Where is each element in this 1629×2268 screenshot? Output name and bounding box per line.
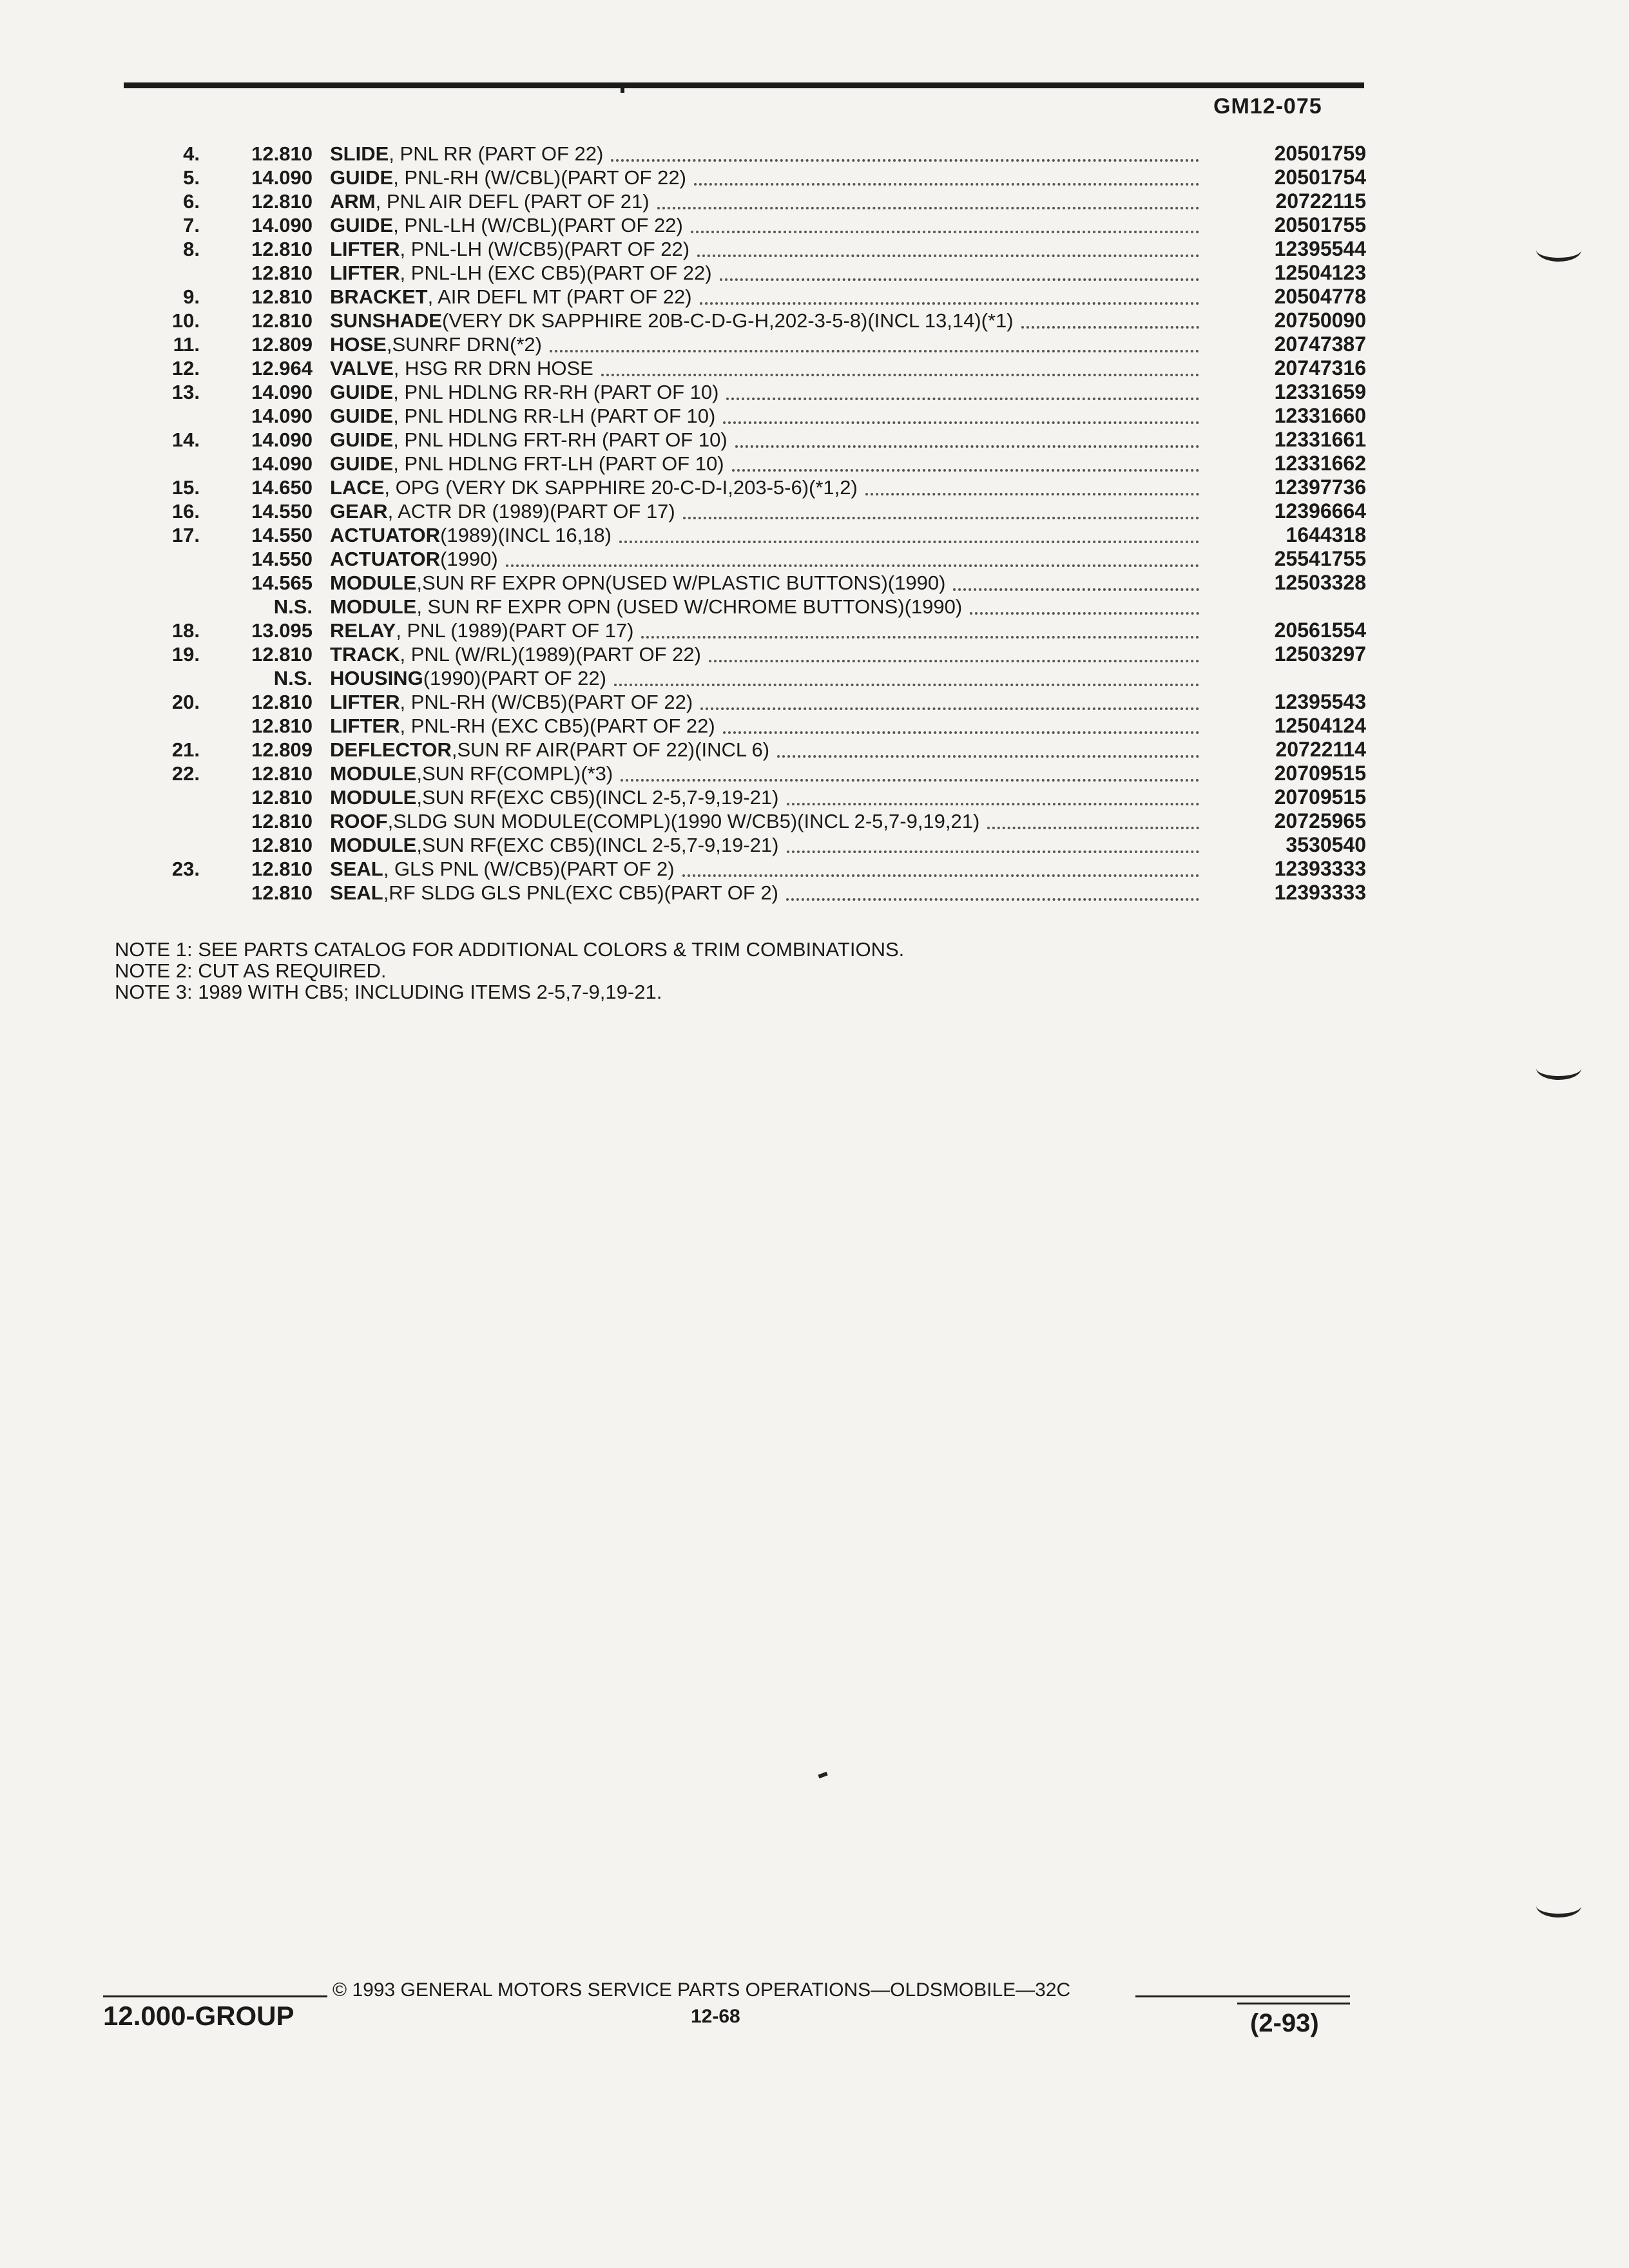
part-number: 12331660 [1274,404,1366,427]
part-number: 20722114 [1275,738,1366,761]
item-number: 23. [171,858,200,880]
part-row [103,762,1366,785]
dot-leader [723,731,1199,734]
dot-leader [700,707,1199,710]
part-number: 20504778 [1274,285,1366,308]
part-description [313,189,1208,213]
part-detail: ,SLDG SUN MODULE(COMPL)(1990 W/CB5)(INCL 2-5,7-9,19,21) [387,810,980,832]
part-row [103,690,1366,714]
binder-hole-mark [1536,238,1581,262]
ink-speck [818,1772,827,1778]
group-number: 12.810 [251,715,313,737]
part-number: 20501755 [1274,213,1366,236]
part-description [313,595,1208,619]
part-name: TRACK [330,643,400,666]
part-row [103,666,1366,690]
dot-leader [970,611,1199,615]
part-row [103,332,1366,356]
part-number: 3530540 [1286,833,1366,856]
part-number: 20709515 [1274,785,1366,809]
parts-list [103,142,1366,905]
dot-leader [691,230,1199,233]
part-detail: , PNL HDLNG RR-RH (PART OF 10) [393,381,719,403]
part-description [313,523,1208,547]
dot-leader [694,182,1199,186]
part-description [313,571,1208,595]
group-number: 14.090 [251,381,313,403]
dot-leader [641,635,1199,639]
note-line: NOTE 3: 1989 WITH CB5; INCLUDING ITEMS 2-5,7-9,19-21. [115,981,662,1003]
part-name: GUIDE [330,452,394,475]
part-detail: (1990)(PART OF 22) [423,667,606,689]
part-description [313,285,1208,309]
part-detail: ,SUN RF(EXC CB5)(INCL 2-5,7-9,19-21) [416,834,779,856]
part-detail: , PNL-RH (W/CB5)(PART OF 22) [400,691,693,713]
part-description [313,166,1208,189]
part-row [103,237,1366,261]
dot-leader [611,159,1199,162]
part-number: 12504123 [1274,261,1366,284]
group-number: 13.095 [251,619,313,642]
part-row [103,571,1366,595]
part-name: ACTUATOR [330,524,441,546]
part-description [313,452,1208,476]
part-description [313,476,1208,499]
group-number: 14.550 [251,548,313,570]
item-number: 12. [171,357,200,380]
top-rule [124,82,1364,88]
footer-date: (2-93) [1250,2009,1319,2037]
footer-rule-left [103,1995,327,1997]
binder-hole-mark [1536,1057,1581,1080]
part-description [313,785,1208,809]
dot-leader [550,349,1199,352]
part-description [313,833,1208,857]
item-number: 18. [171,619,200,642]
part-name: LACE [330,476,385,499]
part-name: GUIDE [330,214,394,236]
part-number: 12503328 [1274,571,1366,594]
group-number: 12.810 [251,238,313,260]
item-number: 11. [173,333,200,356]
part-row [103,452,1366,476]
item-number: 7. [183,214,200,236]
part-row [103,523,1366,547]
dot-leader [709,659,1199,662]
part-description [313,380,1208,404]
part-description [313,428,1208,452]
item-number: 15. [171,476,200,499]
group-number: 14.650 [251,476,313,499]
group-number: 12.810 [251,643,313,666]
part-name: LIFTER [330,691,400,713]
item-number: 6. [183,190,200,213]
part-number: 12393333 [1274,857,1366,880]
part-detail: ,SUNRF DRN(*2) [386,333,542,356]
part-detail: , AIR DEFL MT (PART OF 22) [427,285,692,308]
part-detail: (1989)(INCL 16,18) [440,524,612,546]
part-detail: , HSG RR DRN HOSE [393,357,593,380]
dot-leader [726,397,1199,400]
part-number: 20750090 [1274,309,1366,332]
group-number: 12.810 [251,762,313,785]
part-name: HOSE [330,333,387,356]
footer-group: 12.000-GROUP [103,2001,294,2031]
part-detail: , PNL-LH (W/CB5)(PART OF 22) [400,238,690,260]
part-row [103,285,1366,309]
group-number: 14.090 [251,405,313,427]
part-name: LIFTER [330,238,400,260]
footer-rule-mid [1135,1995,1350,1997]
group-number: 12.810 [251,858,313,880]
part-detail: , SUN RF EXPR OPN (USED W/CHROME BUTTONS)(1990) [416,595,963,618]
part-number: 12331661 [1274,428,1366,451]
part-detail: , PNL RR (PART OF 22) [389,142,604,165]
part-row [103,380,1366,404]
footer-copyright: © 1993 GENERAL MOTORS SERVICE PARTS OPERATIONS—OLDSMOBILE—32C [333,1979,1071,2001]
top-rule-tick [621,86,624,93]
group-number: 14.550 [251,524,313,546]
part-name: GUIDE [330,381,394,403]
part-detail: ,SUN RF(EXC CB5)(INCL 2-5,7-9,19-21) [416,786,779,809]
dot-leader [619,540,1199,543]
group-number: 14.565 [251,572,313,594]
part-number: 20725965 [1274,809,1366,832]
part-detail: , PNL-LH (EXC CB5)(PART OF 22) [400,262,712,284]
part-description [313,619,1208,642]
part-name: LIFTER [330,715,400,737]
part-row [103,476,1366,499]
item-number: 4. [183,142,200,165]
part-description [313,261,1208,285]
part-row [103,428,1366,452]
item-number: 19. [171,643,200,666]
part-row [103,785,1366,809]
part-row [103,166,1366,189]
part-description [313,332,1208,356]
part-row [103,714,1366,738]
part-name: ACTUATOR [330,548,441,570]
part-number: 20747316 [1274,356,1366,380]
part-description [313,642,1208,666]
part-detail: , ACTR DR (1989)(PART OF 17) [387,500,675,523]
part-number: 20561554 [1274,619,1366,642]
group-number: 14.090 [251,214,313,236]
part-name: VALVE [330,357,394,380]
part-description [313,213,1208,237]
dot-leader [787,802,1200,805]
group-number: N.S. [273,667,313,689]
part-description [313,356,1208,380]
part-detail: , GLS PNL (W/CB5)(PART OF 2) [383,858,675,880]
part-number: 12331662 [1274,452,1366,475]
part-number: 12504124 [1274,714,1366,737]
part-name: SEAL [330,858,383,880]
dot-leader [732,468,1199,472]
part-description [313,309,1208,332]
item-number: 16. [171,500,200,523]
part-number: 12331659 [1274,380,1366,403]
notes [115,939,904,1003]
part-name: GUIDE [330,428,394,451]
dot-leader [723,421,1199,424]
dot-leader [953,588,1199,591]
part-detail: , PNL-RH (EXC CB5)(PART OF 22) [400,715,715,737]
part-detail: , PNL (W/RL)(1989)(PART OF 22) [400,643,701,666]
part-number: 12395544 [1274,237,1366,260]
part-row [103,881,1366,905]
group-number: 12.810 [251,810,313,832]
item-number: 5. [183,166,200,189]
part-row [103,213,1366,237]
footer-rule-right [1237,2003,1350,2004]
group-number: 14.090 [251,452,313,475]
part-detail: ,RF SLDG GLS PNL(EXC CB5)(PART OF 2) [383,881,778,904]
dot-leader [683,516,1199,519]
item-number: 9. [183,285,200,308]
dot-leader [777,754,1199,758]
dot-leader [506,564,1199,567]
part-number: 12396664 [1274,499,1366,523]
item-number: 10. [171,309,200,332]
part-name: RELAY [330,619,396,642]
part-number: 25541755 [1274,547,1366,570]
part-row [103,547,1366,571]
part-detail: , PNL (1989)(PART OF 17) [396,619,634,642]
part-detail: ,SUN RF AIR(PART OF 22)(INCL 6) [451,738,770,761]
part-name: ROOF [330,810,388,832]
part-name: MODULE [330,834,417,856]
part-row [103,738,1366,762]
note-line: NOTE 1: SEE PARTS CATALOG FOR ADDITIONAL COLORS & TRIM COMBINATIONS. [115,938,905,961]
part-name: SEAL [330,881,383,904]
dot-leader [987,826,1199,829]
part-number: 1644318 [1286,523,1366,546]
part-name: GUIDE [330,405,394,427]
part-number: 20501754 [1274,166,1366,189]
part-row [103,189,1366,213]
part-number: 12395543 [1274,690,1366,713]
part-row [103,833,1366,857]
part-number: 12393333 [1274,881,1366,904]
part-description [313,809,1208,833]
item-number: 20. [171,691,200,713]
group-number: 12.810 [251,691,313,713]
part-row [103,356,1366,380]
part-detail: ,SUN RF EXPR OPN(USED W/PLASTIC BUTTONS)(1990) [416,572,946,594]
dot-leader [697,254,1199,257]
part-number: 20747387 [1274,332,1366,356]
dot-leader [786,898,1199,901]
part-row [103,499,1366,523]
group-number: 12.810 [251,834,313,856]
part-name: ARM [330,190,376,213]
part-number: 12397736 [1274,476,1366,499]
part-description [313,714,1208,738]
part-description [313,499,1208,523]
part-row [103,261,1366,285]
part-name: SUNSHADE [330,309,442,332]
part-description [313,142,1208,166]
part-description [313,404,1208,428]
part-description [313,547,1208,571]
group-number: 12.964 [251,357,313,380]
item-number: 17. [171,524,200,546]
dot-leader [682,874,1199,877]
part-name: GUIDE [330,166,394,189]
footer-page-number: 12-68 [691,2006,740,2027]
dot-leader [787,850,1200,853]
group-number: 12.810 [251,190,313,213]
group-number: 12.810 [251,262,313,284]
group-number: 12.810 [251,285,313,308]
dot-leader [700,302,1199,305]
part-name: GEAR [330,500,388,523]
part-description [313,690,1208,714]
dot-leader [621,778,1199,782]
part-number: 12503297 [1274,642,1366,666]
group-number: 12.810 [251,309,313,332]
part-name: LIFTER [330,262,400,284]
part-name: MODULE [330,762,417,785]
part-name: DEFLECTOR [330,738,452,761]
group-number: 12.810 [251,142,313,165]
part-row [103,595,1366,619]
dot-leader [735,445,1199,448]
part-name: BRACKET [330,285,428,308]
part-name: HOUSING [330,667,423,689]
part-detail: , PNL-LH (W/CBL)(PART OF 22) [393,214,683,236]
dot-leader [601,373,1199,376]
note-line: NOTE 2: CUT AS REQUIRED. [115,959,387,982]
part-number: 20501759 [1274,142,1366,165]
item-number: 8. [183,238,200,260]
part-row [103,619,1366,642]
part-row [103,142,1366,166]
group-number: 12.810 [251,786,313,809]
part-description [313,666,1208,690]
part-description [313,738,1208,762]
dot-leader [1021,325,1199,329]
dot-leader [720,278,1199,281]
part-detail: , PNL-RH (W/CBL)(PART OF 22) [393,166,686,189]
part-row [103,642,1366,666]
dot-leader [614,683,1199,686]
part-detail: ,SUN RF(COMPL)(*3) [416,762,613,785]
item-number: 14. [171,428,200,451]
item-number: 13. [171,381,200,403]
part-name: MODULE [330,595,417,618]
part-description [313,881,1208,905]
part-description [313,762,1208,785]
part-number: 20722115 [1275,189,1366,213]
group-number: N.S. [273,595,313,618]
doc-code: GM12-075 [1213,94,1322,119]
group-number: 12.809 [251,738,313,761]
part-description [313,857,1208,881]
item-number: 22. [171,762,200,785]
part-detail: , PNL HDLNG FRT-RH (PART OF 10) [393,428,728,451]
group-number: 12.809 [251,333,313,356]
dot-leader [865,492,1199,495]
dot-leader [657,206,1199,209]
group-number: 14.090 [251,428,313,451]
part-name: SLIDE [330,142,389,165]
part-detail: , OPG (VERY DK SAPPHIRE 20-C-D-I,203-5-6)(*1,2) [384,476,858,499]
part-detail: (VERY DK SAPPHIRE 20B-C-D-G-H,202-3-5-8)(INCL 13,14)(*1) [441,309,1014,332]
part-description [313,237,1208,261]
part-name: MODULE [330,786,417,809]
part-name: MODULE [330,572,417,594]
part-row [103,404,1366,428]
part-row [103,809,1366,833]
part-number: 20709515 [1274,762,1366,785]
part-row [103,857,1366,881]
part-detail: , PNL AIR DEFL (PART OF 21) [375,190,650,213]
group-number: 14.090 [251,166,313,189]
group-number: 12.810 [251,881,313,904]
part-detail: , PNL HDLNG FRT-LH (PART OF 10) [393,452,724,475]
item-number: 21. [171,738,200,761]
part-detail: (1990) [440,548,498,570]
part-detail: , PNL HDLNG RR-LH (PART OF 10) [393,405,716,427]
group-number: 14.550 [251,500,313,523]
binder-hole-mark [1536,1894,1581,1917]
part-row [103,309,1366,332]
